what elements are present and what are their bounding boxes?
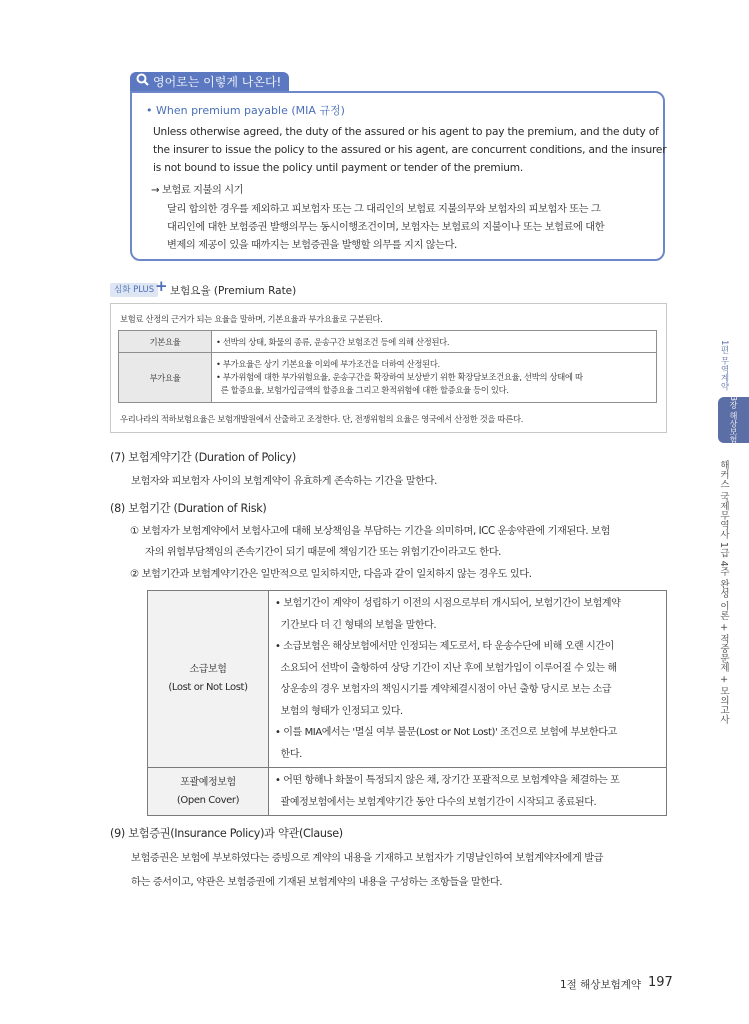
risk-line: • 어떤 항해나 화물이 특정되지 않은 채, 장기간 포괄적으로 보험계약을 체결하는 포 — [275, 775, 620, 786]
callout-tab — [130, 72, 289, 92]
risk-line: 괄예정보험에서는 보험계약기간 동안 다수의 보험기간이 시작되고 종료된다. — [275, 796, 597, 808]
risk-line: • 소급보험은 해상보험에서만 인정되는 제도로서, 타 운송수단에 비해 오랜 시간이 — [275, 641, 614, 652]
sec9-line: 하는 증서이고, 약관은 보험증권에 기재된 보험계약의 내용을 구성하는 조항들을 말한다. — [131, 877, 503, 888]
sec8-item1-line: 자의 위험부담책임의 존속기간이 되기 때문에 책임기간 또는 위험기간이라고도 한다. — [145, 547, 501, 558]
risk-head-kr: 포괄예정보험 — [180, 776, 236, 788]
side-tab-label: 3장 해상보험 — [729, 396, 738, 444]
risk-line: 상운송의 경우 보험자의 책임시기를 계약체결시점이 아닌 출항 당시로 보는 소급 — [275, 684, 612, 695]
sec8-item2: ② 보험기간과 보험계약기간은 일반적으로 일치하지만, 다음과 같이 일치하지 않는 경우도 있다. — [130, 569, 532, 580]
callout-english — [153, 123, 666, 177]
rate-head: 기본요율 — [119, 331, 212, 353]
risk-table — [147, 590, 667, 816]
callout-korean — [167, 201, 604, 255]
plus-title: 보험요율 (Premium Rate) — [170, 285, 297, 297]
rate-cell — [212, 331, 657, 353]
table-row — [119, 331, 657, 353]
callout-tab-label: 영어로는 이렇게 나온다! — [153, 75, 282, 89]
risk-head-en: (Open Cover) — [176, 794, 240, 806]
sec8-item1 — [130, 521, 610, 563]
english-line: the insurer to issue the policy to the assured or his agent, are concurrent conditions, and the insurer — [153, 144, 667, 156]
sec9-line: 보험증권은 보험에 부보하였다는 증빙으로 계약의 내용을 기재하고 보험자가 기명날인하여 보험계약자에게 발급 — [131, 853, 604, 864]
korean-line: 변제의 제공이 있을 때까지는 보험증권을 발행할 의무를 지지 않는다. — [167, 240, 457, 251]
rate-line: 른 할증요율, 보험가입금액의 할증요율 그리고 환적위험에 대한 할증요율 등이 있다. — [216, 385, 509, 395]
callout-bullet: • When premium payable (MIA 규정) — [146, 104, 345, 117]
english-line: Unless otherwise agreed, the duty of the assured or his agent to pay the premium, and the duty of — [153, 126, 659, 138]
risk-head-kr: 소급보험 — [189, 664, 227, 675]
table-row — [148, 768, 667, 816]
risk-head — [148, 591, 269, 768]
risk-line: • 보험기간이 계약이 성립하기 이전의 시점으로부터 개시되어, 보험기간이 보험계약 — [275, 598, 621, 609]
risk-line: 기간보다 더 긴 형태의 보험을 말한다. — [275, 619, 437, 631]
rate-line: • 부가요율은 상기 기본요율 이외에 부가조건을 더하여 산정된다. — [216, 359, 440, 369]
risk-cell — [269, 591, 667, 768]
plus-sign: + — [155, 277, 168, 295]
side-book-title: 해커스 국제무역사 1급 4주 완성 이론 + 적중문제 + 모의고사 — [718, 460, 729, 725]
table-row — [148, 591, 667, 768]
korean-line: 달리 합의한 경우를 제외하고 피보험자 또는 그 대리인의 보험료 지불의무와 보험자의 피보험자 또는 그 — [167, 204, 601, 215]
risk-head-en: (Lost or Not Lost) — [168, 682, 248, 693]
risk-line: 소요되어 선박이 출항하여 상당 기간이 지난 후에 보험가입이 이루어질 수 있는 해 — [275, 662, 617, 674]
sec7-heading: (7) 보험계약기간 (Duration of Policy) — [110, 451, 296, 464]
sec8-item1-line: ① 보험자가 보험계약에서 보험사고에 대해 보상책임을 부담하는 기간을 의미하며, ICC 운송약관에 기재된다. 보험 — [130, 526, 610, 537]
plus-badge: 심화 PLUS — [110, 283, 158, 297]
risk-head — [148, 768, 269, 816]
rate-table — [118, 330, 657, 403]
callout-korean-heading: → 보험료 지불의 시기 — [151, 185, 244, 196]
footer-section: 1절 해상보험계약 — [560, 979, 642, 991]
side-chapter: 1편 무역계약 — [719, 340, 729, 391]
risk-cell — [269, 768, 667, 816]
table-row — [119, 353, 657, 403]
page-number: 197 — [648, 975, 673, 990]
risk-line: • 이를 MIA에서는 '멸실 여부 불문(Lost or Not Lost)' 조건으로 보험에 부보한다고 — [275, 727, 617, 738]
rate-line: • 부가위험에 대한 부가위험요율, 운송구간을 확장하여 보상받기 위한 확장담보조건요율, 선박의 상태에 따 — [216, 372, 583, 382]
risk-line: 보험의 형태가 인정되고 있다. — [275, 705, 403, 717]
rate-cell — [212, 353, 657, 403]
rate-line: • 선박의 상태, 화물의 종류, 운송구간 보험조건 등에 의해 산정된다. — [216, 336, 450, 347]
english-line: is not bound to issue the policy until payment or tender of the premium. — [153, 162, 524, 174]
sec9-heading: (9) 보험증권(Insurance Policy)과 약관(Clause) — [110, 827, 343, 840]
korean-line: 대리인에 대한 보험증권 발행의무는 동시이행조건이며, 보험자는 보험료의 지불이나 또는 보험료에 대한 — [167, 222, 605, 233]
magnifier-icon — [136, 72, 149, 92]
sec8-heading: (8) 보험기간 (Duration of Risk) — [110, 502, 267, 515]
rate-head: 부가요율 — [119, 353, 212, 403]
side-tab — [718, 397, 749, 443]
risk-line: 한다. — [275, 748, 302, 760]
plus-intro: 보험료 산정의 근거가 되는 요율을 말하며, 기본요율과 부가요율로 구분된다. — [120, 314, 383, 324]
sec9-body — [131, 847, 603, 895]
plus-note: 우리나라의 적하보험요율은 보험개발원에서 산출하고 조정한다. 단, 전쟁위험의 요율은 영국에서 산정한 것을 따른다. — [120, 414, 524, 424]
sec7-text: 보험자와 피보험자 사이의 보험계약이 유효하게 존속하는 기간을 말한다. — [131, 476, 437, 487]
